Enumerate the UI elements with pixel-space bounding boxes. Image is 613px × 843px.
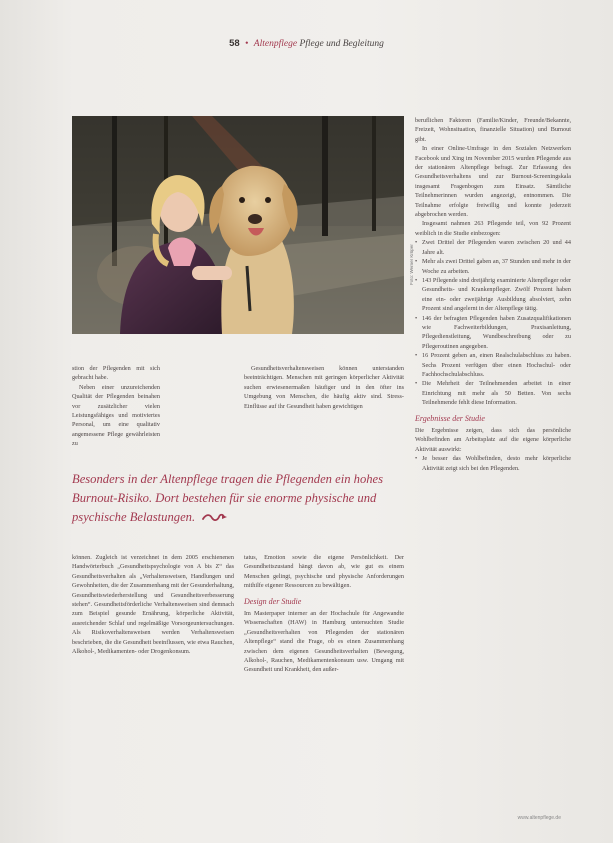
section-name: Pflege und Begleitung (299, 39, 384, 49)
text-column-right (415, 116, 571, 473)
paragraph: In einer Online-Umfrage in den Sozialen Netzwerken Facebook und Xing im November 2015 wurden Pflegende aus der stationären Altenpflege befragt. Zur Erfassung des Gesundheitsverhaltens und zur Burnout-Screeningskala insgesamt Fragenbogen zum Einsatz. Sämtliche Teilnehmerinnen wurden angezeigt, entnommen. Die Teilnahme erfolgte freiwillig und konnte jederzeit abgebrochen werden. (415, 145, 571, 219)
list-item: • Je besser das Wohlbefinden, desto mehr körperliche Aktivität zeigt sich bei den Pflegenden. (415, 454, 571, 473)
header-separator: • (245, 39, 249, 49)
bullet-list (415, 454, 571, 473)
text-column-mid-bottom (244, 553, 404, 675)
paragraph: stion der Pflegenden mit sich gebracht habe. (72, 365, 160, 382)
magazine-name: Altenpflege (253, 39, 298, 49)
photo-woman-with-dog (72, 116, 404, 334)
paragraph: Insgesamt nahmen 263 Pflegende teil, von 92 Prozent weiblich in die Studie einbezogen: (415, 220, 571, 237)
paragraph: beruflichen Faktoren (Familie/Kinder, Freunde/Bekannte, Freizeit, Wohnsituation, finanzielle Situation) und Burnout gibt. (415, 117, 571, 143)
section-heading-results: Ergebnisse der Studie (415, 413, 485, 423)
photo-credit: Foto: Werner Krüper (409, 244, 414, 285)
list-item: • 143 Pflegende sind dreijährig examinierte Altenpfleger oder Gesundheits- und Krankenpfleger. Zwölf Prozent haben eine ein- oder zweijährige Ausbildung absolviert, zehn Prozent sind angelernt in der Altenpflege tätig. (415, 276, 571, 314)
paragraph: Gesundheitsverhaltensweisen können unterstanden beeinträchtigen. Menschen mit geringen körperlicher Aktivität suchen erwiesenermaßen häufiger und in den öfter ins Umgebung von Menschen, die häufig aktiv sind. Stress-Einflüsse auf ihr Gesundheit haben gewichtigen (244, 365, 404, 410)
list-item: • Mehr als zwei Drittel gaben an, 37 Stunden und mehr in der Woche zu arbeiten. (415, 257, 571, 276)
swirl-ornament-icon (202, 509, 228, 528)
pull-quote-text: Besonders in der Altenpflege tragen die Pflegenden ein hohes Burnout-Risiko. Dort bestehen für sie enorme physische und psychische Belastungen. (72, 472, 384, 524)
pull-quote (72, 470, 412, 528)
paragraph: Die Ergebnisse zeigen, dass sich das persönliche Wohlbefinden am Arbeitsplatz auf die eigene körperliche Aktivität auswirkt: (415, 427, 571, 453)
text-column-mid-top (244, 364, 404, 411)
list-item: • 16 Prozent geben an, einen Realschulabschluss zu haben. Sechs Prozent verfügen über einen Hochschul- oder Fachhochschulabschluss. (415, 351, 571, 379)
paragraph: Im Masterpaper interner an der Hochschule für Angewandte Wissenschaften (HAW) in Hamburg untersuchten Studie „Gesundheitsverhalten von Pflegenden der stationären Altenpflege“ stand die Frage, ob es einen Zusammenhang zwischen dem eigenen Gesundheitsverhalten (Bewegung, Alkohol-, Rauchen, Medikamentenkonsum usw. Umgang mit Gesundheit und Krankheit, den außer- (244, 610, 404, 674)
list-item: • Zwei Drittel der Pflegenden waren zwischen 20 und 44 Jahre alt. (415, 238, 571, 257)
list-item: • Die Mehrheit der Teilnehmenden arbeitet in einer Einrichtung mit mehr als 50 Betten. Von sechs Teilnehmende fehlt diese Information. (415, 379, 571, 407)
page-footer-url: www.altenpflege.de (517, 815, 561, 821)
paragraph: können. Zugleich ist verzeichnet in dem 2005 erschienenen Handwörterbuch „Gesundheitspsychologie von A bis Z“ das Gesundheitsverhalten als „Verhaltensweisen, Handlungen und Gewohnheiten, die der Zusammenhang mit der Gesunderhaltung, Gesundheitswiederherstellung und Gesundheitsverbesserung stehen“. Gesundheitsförderliche Verhaltensweisen sind demnach zum Beispiel gesunde Ernährung, körperliche Aktivität, ausreichender Schlaf und regelmäßige Vorsorgeuntersuchungen. Als Risikoverhaltensweisen werden Verhaltensweisen beschrieben, die die Gesundheit beeinflussen, wie etwa Rauchen, Alkohol-, Medikamenten- oder Drogenkonsum. (72, 554, 234, 656)
page-number: 58 (229, 38, 240, 49)
text-column-left-top (72, 364, 160, 449)
text-column-left-bottom (72, 553, 234, 656)
list-item: • 146 der befragten Pflegenden haben Zusatzqualifikationen wie Fachweiterbildungen, Praxisanleitung, Pflegedienstleitung, Wundbeschreibung oder zu Pflegeroutinen angegeben. (415, 314, 571, 352)
section-heading-design: Design der Studie (244, 596, 302, 606)
paragraph: Neben einer unzureichenden Qualität der Pflegenden beinahen vor zusätzlicher vielen Leistungsfähiges und motiviertes Personal, um eine qualitativ angemessene Pflege gewährleisten zu (72, 383, 160, 448)
page-header (0, 38, 613, 49)
photo-illustration (72, 116, 404, 334)
paragraph: tatus, Emotion sowie die eigene Persönlichkeit. Der Gesundheitszustand hängt davon ab, wie gut es einem Menschen gelingt, psychische und physische Anforderungen mithilfe eigener Ressourcen zu bewältigen. (244, 554, 404, 590)
bullet-list (415, 238, 571, 407)
